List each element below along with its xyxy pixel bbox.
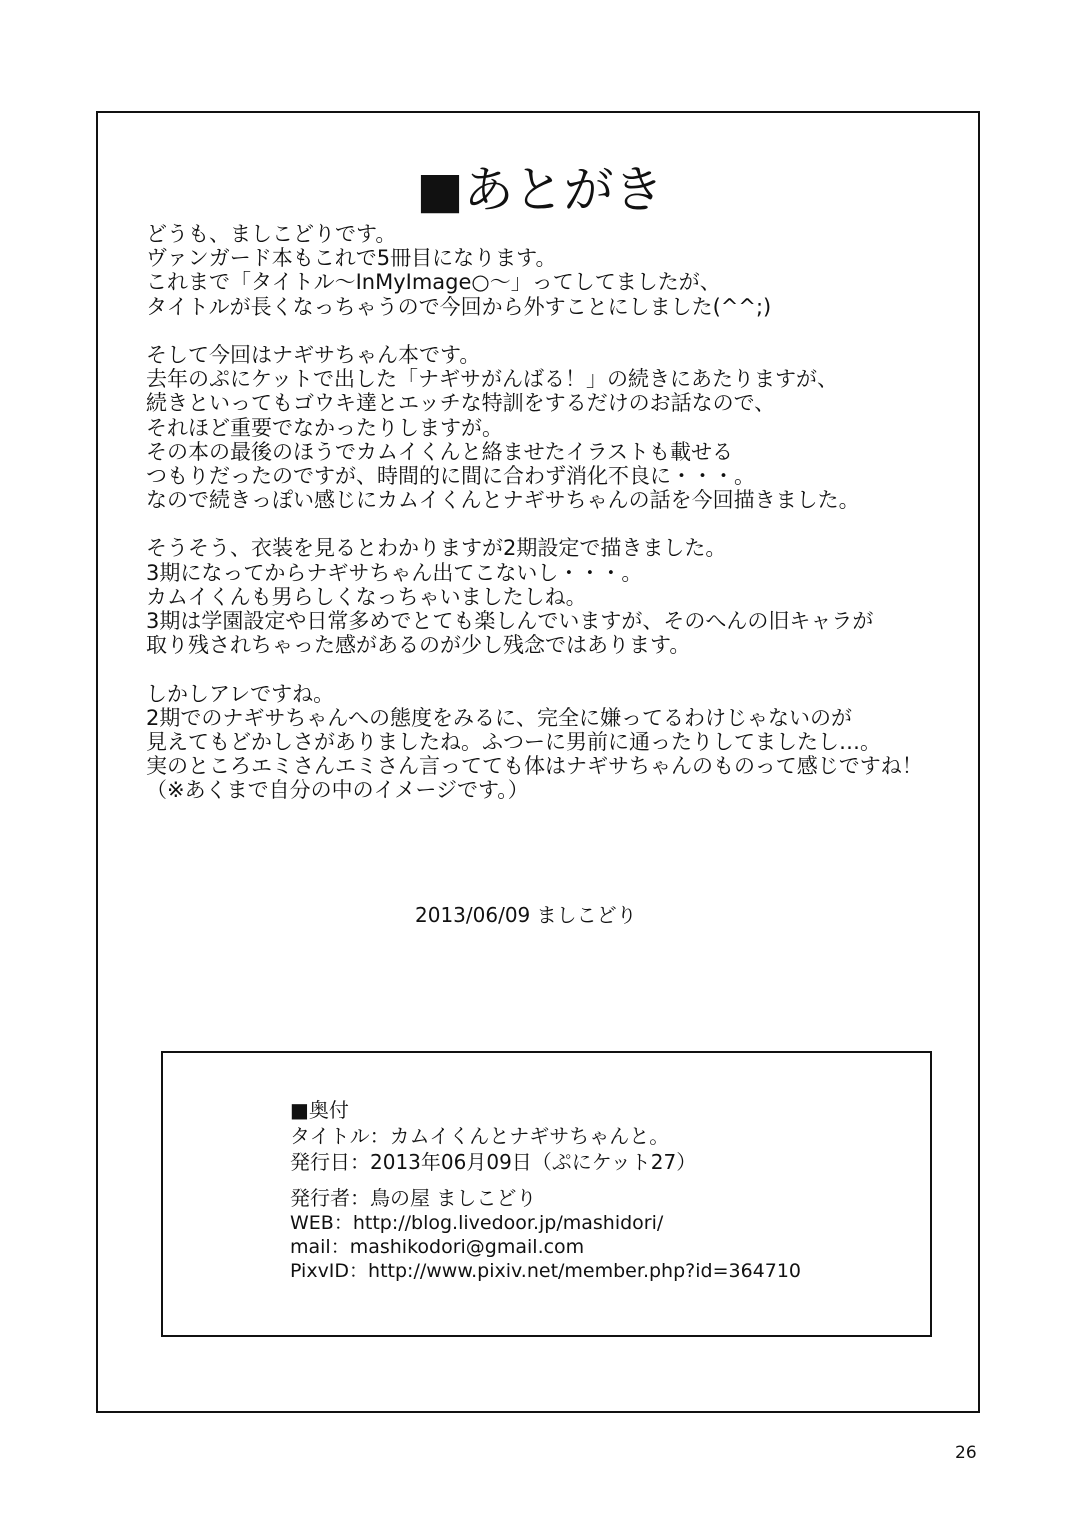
colophon-title: タイトル：カムイくんとナギサちゃんと。: [290, 1124, 670, 1148]
body-line: つもりだったのですが、時間的に間に合わず消化不良に・・・。: [146, 463, 755, 488]
body-line: 続きといってもゴウキ達とエッチな特訓をするだけのお話なので、: [146, 391, 776, 416]
body-line: カムイくんも男らしくなっちゃいましたしね。: [146, 584, 587, 609]
colophon-web: WEB：http://blog.livedoor.jp/mashidori/: [290, 1212, 664, 1234]
colophon-date: 発行日：2013年06月09日（ぷにケット27）: [290, 1150, 697, 1174]
body-line: 2期でのナギサちゃんへの態度をみるに、完全に嫌ってるわけじゃないのが: [146, 705, 852, 730]
body-line: 実のところエミさんエミさん言ってても体はナギサちゃんのものって感じですね！: [146, 754, 923, 779]
body-line: どうも、ましこどりです。: [146, 222, 397, 246]
body-line: 取り残されちゃった感があるのが少し残念ではあります。: [146, 633, 691, 658]
paragraph-gap: [146, 319, 976, 343]
colophon-publisher: 発行者：鳥の屋 ましこどり: [290, 1186, 537, 1210]
body-line: なので続きっぽい感じにカムイくんとナギサちゃんの話を今回描きました。: [146, 488, 860, 513]
afterword-body: [146, 222, 976, 803]
paragraph-gap: [146, 657, 976, 681]
page-number: 26: [955, 1443, 977, 1463]
body-line: 3期は学園設定や日常多めでとても楽しんでいますが、そのへんの旧キャラが: [146, 609, 874, 633]
body-line: そうそう、衣装を見るとわかりますが2期設定で描きました。: [146, 536, 727, 561]
colophon-gap: [290, 1175, 801, 1185]
body-line: 見えてもどかしさがありましたね。ふつーに男前に通ったりしてましたし…。: [146, 729, 881, 754]
paragraph-gap: [146, 512, 976, 536]
body-line: それほど重要でなかったりしますが。: [146, 415, 503, 440]
colophon-pixiv: PixvID：http://www.pixiv.net/member.php?id=364710: [290, 1260, 802, 1282]
body-line: タイトルが長くなっちゃうので今回から外すことにしました(^^;): [146, 294, 772, 319]
body-line: 去年のぷにケットで出した「ナギサがんばる！」の続きにあたりますが、: [146, 367, 838, 392]
afterword-heading: ■あとがき: [416, 161, 664, 219]
body-line: 3期になってからナギサちゃん出てこないし・・・。: [146, 560, 643, 585]
body-line: しかしアレですね。: [146, 681, 335, 706]
colophon-heading: ■奥付: [290, 1098, 349, 1122]
body-line: これまで「タイトル～InMyImage○～」ってしてましたが、: [146, 270, 721, 295]
colophon: [290, 1097, 801, 1283]
signature: 2013/06/09 ましこどり: [415, 903, 637, 927]
body-line: そして今回はナギサちゃん本です。: [146, 342, 481, 367]
body-line: その本の最後のほうでカムイくんと絡ませたイラストも載せる: [146, 439, 733, 464]
body-line: （※あくまで自分の中のイメージです。）: [146, 778, 529, 803]
colophon-mail: mail：mashikodori@gmail.com: [290, 1236, 585, 1258]
body-line: ヴァンガード本もこれで5冊目になります。: [146, 246, 557, 271]
